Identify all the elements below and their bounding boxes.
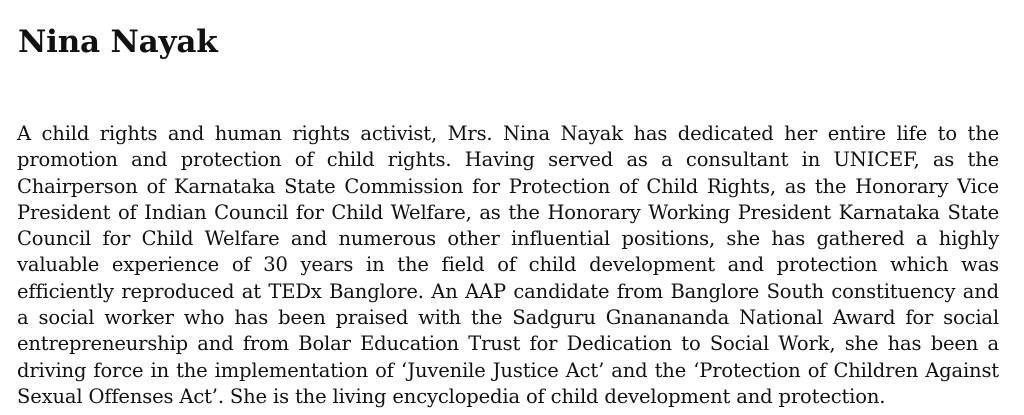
profile-name-heading: Nina Nayak xyxy=(18,24,218,60)
profile-bio-paragraph: A child rights and human rights activist, Mrs. Nina Nayak has dedicated her entire life to the promotion and protection of child rights. Having served as a consultant in UNICEF, as the Chairperson of Karnataka State Commission for Protection of Child Rights, as the Honorary Vice President of Indian Council for Child Welfare, as the Honorary Working President Karnataka State Council for Child Welfare and numerous other influential positions, she has gathered a highly valuable experience of 30 years in the field of child development and protection which was efficiently reproduced at TEDx Banglore. An AAP candidate from Banglore South constituency and a social worker who has been praised with the Sadguru Gnanananda National Award for social entrepreneurship and from Bolar Education Trust for Dedication to Social Work, she has been a driving force in the implementation of ‘Juvenile Justice Act’ and the ‘Protection of Children Against Sexual Offenses Act’. She is the living encyclopedia of child development and protection. xyxy=(17,122,999,408)
